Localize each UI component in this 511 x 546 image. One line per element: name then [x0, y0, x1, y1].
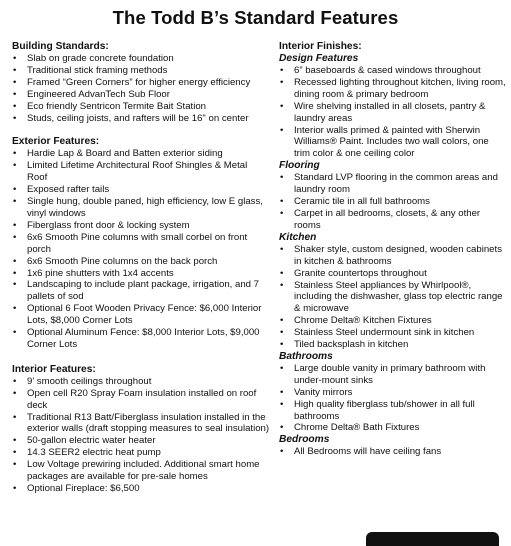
- bullet-icon: •: [280, 65, 284, 76]
- list-item-text: Optional Aluminum Fence: $8,000 Interior Lots, $9,000 Corner Lots: [27, 327, 260, 350]
- bullet-icon: •: [280, 315, 284, 327]
- list-item-text: Carpet in all bedrooms, closets, & any other rooms: [294, 207, 481, 231]
- bullet-icon: •: [13, 231, 17, 243]
- list-item-text: Granite countertops throughout: [294, 267, 427, 279]
- bullet-icon: •: [13, 219, 17, 231]
- bullet-icon: •: [280, 76, 284, 88]
- list-item: [279, 315, 507, 327]
- list-item: [12, 303, 270, 327]
- bullet-icon: •: [13, 53, 17, 64]
- list-item: [12, 148, 270, 160]
- design-features-list: [279, 65, 507, 160]
- list-item: [12, 53, 270, 65]
- list-item-text: 6x6 Smooth Pine columns on the back porch: [27, 255, 218, 267]
- bullet-icon: •: [13, 64, 17, 76]
- bullet-icon: •: [280, 398, 284, 410]
- bullet-icon: •: [13, 184, 17, 196]
- bullet-icon: •: [13, 100, 17, 112]
- bullet-icon: •: [280, 422, 284, 434]
- bullet-icon: •: [13, 459, 17, 471]
- bullet-icon: •: [280, 196, 284, 208]
- bullet-icon: •: [280, 207, 284, 219]
- list-item: [12, 65, 270, 77]
- list-item-text: All Bedrooms will have ceiling fans: [294, 446, 442, 458]
- right-column: [279, 41, 507, 458]
- list-item-text: Open cell R20 Spray Foam insulation installed on roof deck: [27, 387, 257, 411]
- list-item: [279, 172, 507, 196]
- list-item: [279, 446, 507, 458]
- list-item-text: Optional Fireplace: $6,500: [27, 483, 140, 494]
- list-item: [12, 196, 270, 220]
- list-item: [12, 113, 270, 125]
- building-standards-heading: Building Standards:: [12, 41, 109, 52]
- list-item-text: 1x6 pine shutters with 1x4 accents: [27, 267, 174, 279]
- kitchen-list: [279, 244, 507, 351]
- bullet-icon: •: [13, 196, 17, 208]
- list-item-text: High quality fiberglass tub/shower in all full bathrooms: [294, 398, 475, 422]
- bullet-icon: •: [13, 148, 17, 160]
- interior-features-heading: Interior Features:: [12, 363, 96, 375]
- list-item-text: 6x6 Smooth Pine columns with small corbel on front porch: [27, 231, 248, 255]
- list-item: [279, 244, 507, 268]
- bullet-icon: •: [280, 100, 284, 112]
- bullet-icon: •: [280, 327, 284, 339]
- bullet-icon: •: [280, 279, 284, 291]
- list-item-text: 6” baseboards & cased windows throughout: [294, 65, 481, 76]
- list-item-text: Tiled backsplash in kitchen: [294, 339, 409, 351]
- bullet-icon: •: [13, 435, 17, 447]
- list-item: [279, 422, 507, 434]
- list-item: [12, 376, 270, 388]
- bullet-icon: •: [13, 411, 17, 423]
- list-item-text: Vanity mirrors: [294, 386, 353, 398]
- list-item: [12, 232, 270, 256]
- design-features-heading: Design Features: [279, 53, 359, 64]
- list-item-text: Low Voltage prewiring included. Additional smart home packages are available for pre-sale homes: [27, 459, 260, 483]
- bullet-icon: •: [280, 446, 284, 458]
- list-item-text: Framed “Green Corners” for higher energy efficiency: [27, 76, 251, 88]
- bullet-icon: •: [280, 267, 284, 279]
- bathrooms-heading: Bathrooms: [279, 350, 333, 362]
- list-item-text: Standard LVP flooring in the common areas and laundry room: [294, 172, 498, 196]
- exterior-features-heading: Exterior Features:: [12, 136, 100, 148]
- page-title: The Todd B’s Standard Features: [112, 7, 399, 28]
- list-item-text: Recessed lighting throughout kitchen, living room, dining room & primary bedroom: [294, 76, 506, 100]
- list-item: [12, 483, 270, 495]
- list-item-text: Landscaping to include plant package, irrigation, and 7 pallets of sod: [27, 279, 260, 303]
- list-item: [12, 220, 270, 232]
- bullet-icon: •: [280, 339, 284, 351]
- list-item: [279, 387, 507, 399]
- bullet-icon: •: [13, 279, 17, 291]
- list-item: [279, 399, 507, 423]
- bullet-icon: •: [13, 483, 17, 494]
- list-item-text: Stainless Steel undermount sink in kitchen: [294, 327, 475, 339]
- list-item-text: Fiberglass front door & locking system: [27, 219, 190, 231]
- bullet-icon: •: [13, 375, 17, 387]
- list-item: [12, 459, 270, 483]
- list-item: [279, 196, 507, 208]
- bedrooms-heading: Bedrooms: [279, 434, 330, 446]
- left-column: [12, 41, 270, 495]
- list-item: [279, 280, 507, 316]
- list-item-text: Eco friendly Sentricon Termite Bait Station: [27, 100, 206, 112]
- list-item-text: Limited Lifetime Architectural Roof Shingles & Metal Roof: [27, 160, 248, 184]
- list-item-text: Stainless Steel appliances by Whirlpool®, including the dishwasher, glass top electric range & microwave: [294, 279, 503, 315]
- bullet-icon: •: [280, 362, 284, 374]
- list-item-text: Large double vanity in primary bathroom with under-mount sinks: [294, 362, 486, 386]
- interior-features-list: [12, 376, 270, 495]
- bullet-icon: •: [13, 447, 17, 459]
- list-item: [12, 412, 270, 436]
- list-item: [279, 339, 507, 351]
- list-item-text: Engineered AdvanTech Sub Floor: [27, 88, 170, 100]
- bullet-icon: •: [280, 243, 284, 255]
- list-item: [279, 268, 507, 280]
- list-item: [12, 77, 270, 89]
- flooring-list: [279, 172, 507, 232]
- list-item: [12, 279, 270, 303]
- bullet-icon: •: [13, 255, 17, 267]
- bullet-icon: •: [13, 76, 17, 88]
- list-item: [12, 101, 270, 113]
- list-item: [12, 256, 270, 268]
- list-item: [12, 160, 270, 184]
- bullet-icon: •: [280, 124, 284, 136]
- bullet-icon: •: [13, 88, 17, 100]
- list-item-text: Single hung, double paned, high efficiency, low E glass, vinyl windows: [27, 196, 263, 219]
- exterior-features-list: [12, 148, 270, 350]
- bullet-icon: •: [13, 327, 17, 339]
- list-item: [12, 447, 270, 459]
- list-item: [279, 208, 507, 232]
- list-item-text: Chrome Delta® Kitchen Fixtures: [294, 315, 432, 327]
- list-item-text: Shaker style, custom designed, wooden cabinets in kitchen & bathrooms: [294, 243, 502, 267]
- list-item: [279, 65, 507, 77]
- bullet-icon: •: [280, 386, 284, 398]
- list-item: [12, 435, 270, 447]
- list-item: [279, 327, 507, 339]
- bullet-icon: •: [13, 160, 17, 172]
- kitchen-heading: Kitchen: [279, 231, 317, 243]
- list-item-text: Exposed rafter tails: [27, 184, 110, 196]
- list-item-text: 50-gallon electric water heater: [27, 435, 156, 447]
- list-item-text: Optional 6 Foot Wooden Privacy Fence: $6,000 Interior Lots, $8,000 Corner Lots: [27, 303, 262, 327]
- list-item: [279, 77, 507, 101]
- list-item-text: Traditional R13 Batt/Fiberglass insulation installed in the exterior walls (draft stopping measures to seal insulation): [27, 411, 270, 435]
- list-item: [279, 101, 507, 125]
- list-item: [12, 268, 270, 280]
- list-item: [12, 388, 270, 412]
- list-item: [12, 184, 270, 196]
- bullet-icon: •: [13, 267, 17, 279]
- list-item: [12, 327, 270, 351]
- bathrooms-list: [279, 363, 507, 434]
- flooring-heading: Flooring: [279, 160, 320, 172]
- list-item-text: Ceramic tile in all full bathrooms: [294, 196, 430, 208]
- list-item-text: Interior walls primed & painted with Sherwin Williams® Paint. Includes two wall colors, one trim color & one ceiling color: [294, 124, 489, 160]
- list-item-text: Wire shelving installed in all closets, pantry & laundry areas: [294, 100, 486, 124]
- bottom-tab-shape: [366, 532, 499, 546]
- list-item: [12, 89, 270, 101]
- list-item-text: Slab on grade concrete foundation: [27, 53, 174, 64]
- bullet-icon: •: [280, 172, 284, 184]
- bullet-icon: •: [13, 303, 17, 315]
- building-standards-list: [12, 53, 270, 124]
- bullet-icon: •: [13, 112, 17, 124]
- list-item: [279, 363, 507, 387]
- list-item-text: Chrome Delta® Bath Fixtures: [294, 422, 420, 434]
- list-item: [279, 125, 507, 161]
- list-item-text: Studs, ceiling joists, and rafters will be 16" on center: [27, 112, 249, 124]
- bullet-icon: •: [13, 387, 17, 399]
- list-item-text: Traditional stick framing methods: [27, 64, 168, 76]
- list-item-text: 14.3 SEER2 electric heat pump: [27, 447, 161, 459]
- list-item-text: Hardie Lap & Board and Batten exterior siding: [27, 148, 223, 160]
- bedrooms-list: [279, 446, 507, 458]
- interior-finishes-heading: Interior Finishes:: [279, 41, 362, 52]
- list-item-text: 9’ smooth ceilings throughout: [27, 375, 152, 387]
